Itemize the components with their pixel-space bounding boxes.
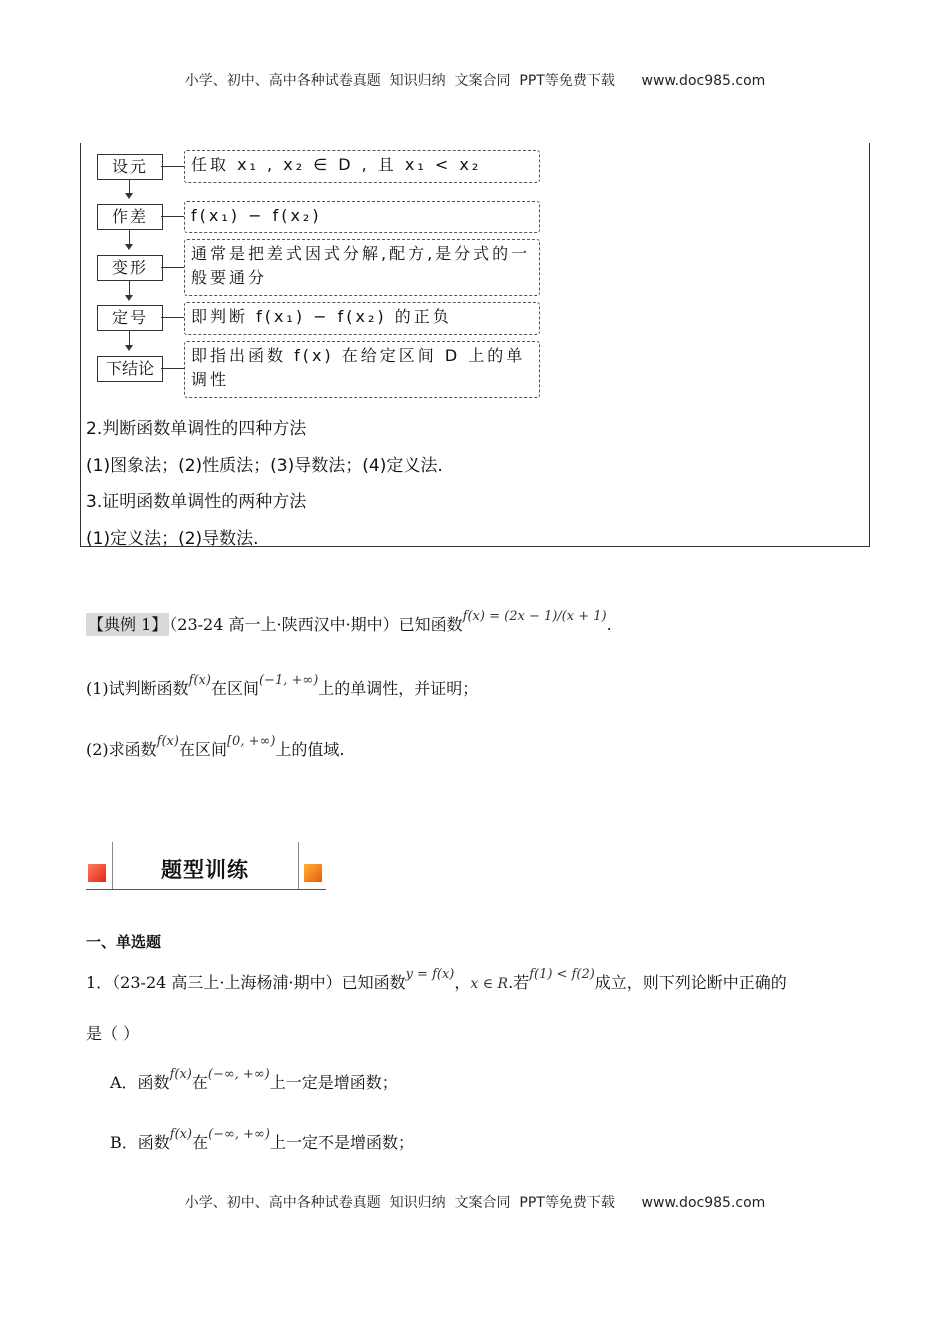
example-formula: f(x) = (2x − 1)/(x + 1) [462, 609, 607, 624]
opt-a-pre: A．函数 [110, 1073, 170, 1092]
question-1 [86, 967, 787, 993]
step-box-4: 定号 [97, 305, 163, 331]
section-banner [86, 840, 326, 892]
page-footer: 小学、初中、高中各种试卷真题 知识归纳 文案合同 PPT等免费下载 www.doc985.com [184, 1195, 766, 1211]
opt-a-post: 上一定是增函数； [269, 1073, 398, 1092]
step-desc-5: 即指出函数 f(x) 在给定区间 D 上的单调性 [184, 341, 540, 398]
opt-a-fx: f(x) [169, 1067, 192, 1082]
step-box-3: 变形 [97, 255, 163, 281]
row-mark-right-1 [869, 414, 870, 436]
opt-a-mid: 在 [191, 1073, 208, 1092]
example-source: （23-24 高一上·陕西汉中·期中）已知函数 [169, 615, 463, 634]
banner-divider-right [298, 842, 299, 890]
q2-pre: (2)求函数 [86, 740, 157, 759]
connector-1 [161, 166, 184, 167]
methods-heading-2: 2.判断函数单调性的四种方法 [86, 419, 307, 439]
sq1-f1: y = f(x) [405, 967, 455, 982]
step-box-1: 设元 [97, 154, 163, 180]
opt-b-mid: 在 [192, 1133, 209, 1152]
q2-fx: f(x) [156, 734, 179, 749]
row-mark-right-2 [869, 451, 870, 473]
example-1-intro [86, 609, 612, 635]
arrow-head-2 [125, 244, 133, 250]
step-box-5: 下结论 [97, 356, 163, 382]
arrow-3 [129, 280, 130, 295]
methods-line-3: (1)定义法；(2)导数法. [86, 529, 259, 549]
q2-interval: [0, +∞) [226, 734, 276, 749]
banner-underline [86, 889, 326, 890]
banner-title: 题型训练 [161, 858, 249, 882]
question-1-line-2: 是（ ） [86, 1024, 140, 1043]
example-end: . [606, 615, 612, 634]
q1-mid: 在区间 [210, 679, 259, 698]
step-desc-2: f(x₁) − f(x₂) [184, 201, 540, 233]
q1-post: 上的单调性，并证明； [318, 679, 479, 698]
arrow-2 [129, 229, 130, 244]
option-a [110, 1067, 398, 1093]
arrow-head-3 [125, 295, 133, 301]
connector-2 [161, 216, 184, 217]
arrow-head-4 [125, 345, 133, 351]
example-question-2 [86, 734, 345, 760]
sq1-f3: f(1) < f(2) [529, 967, 595, 982]
methods-line-2: (1)图象法；(2)性质法；(3)导数法；(4)定义法. [86, 456, 443, 476]
connector-5 [161, 368, 184, 369]
arrow-4 [129, 330, 130, 345]
banner-square-right [304, 864, 322, 882]
sq1-if: .若 [508, 973, 530, 992]
q2-mid: 在区间 [178, 740, 227, 759]
sq1-pre: 1．（23-24 高三上·上海杨浦·期中）已知函数 [86, 973, 406, 992]
row-mark-right-3 [869, 487, 870, 509]
page-header: 小学、初中、高中各种试卷真题 知识归纳 文案合同 PPT等免费下载 www.doc985.com [184, 73, 766, 89]
banner-square-left [88, 864, 106, 882]
q1-fx: f(x) [188, 673, 211, 688]
opt-b-interval: (−∞, +∞) [208, 1127, 270, 1142]
step-box-2: 作差 [97, 204, 163, 230]
row-mark-left-2 [80, 451, 81, 473]
sq1-comma: ， [454, 973, 471, 992]
arrow-head-1 [125, 193, 133, 199]
example-tag: 【典例 1】 [88, 615, 168, 634]
q1-interval: (−1, +∞) [258, 673, 319, 688]
sq1-post: 成立，则下列论断中正确的 [594, 973, 787, 992]
opt-a-interval: (−∞, +∞) [207, 1067, 270, 1082]
example-question-1 [86, 673, 479, 699]
connector-3 [161, 267, 184, 268]
section-heading: 一、单选题 [86, 933, 162, 951]
q1-pre: (1)试判断函数 [86, 679, 189, 698]
option-b [110, 1127, 414, 1153]
sq1-f2: x ∈ R [470, 976, 509, 992]
step-desc-3: 通常是把差式因式分解,配方,是分式的一般要通分 [184, 239, 540, 296]
methods-heading-3: 3.证明函数单调性的两种方法 [86, 492, 307, 512]
opt-b-pre: B．函数 [110, 1133, 170, 1152]
q2-post: 上的值域. [275, 740, 345, 759]
arrow-1 [129, 179, 130, 193]
row-mark-left-3 [80, 487, 81, 509]
opt-b-fx: f(x) [169, 1127, 193, 1142]
step-desc-4: 即判断 f(x₁) − f(x₂) 的正负 [184, 302, 540, 335]
row-mark-left-1 [80, 414, 81, 436]
step-desc-1: 任取 x₁ , x₂ ∈ D , 且 x₁ < x₂ [184, 150, 540, 183]
opt-b-post: 上一定不是增函数； [269, 1133, 414, 1152]
connector-4 [161, 317, 184, 318]
